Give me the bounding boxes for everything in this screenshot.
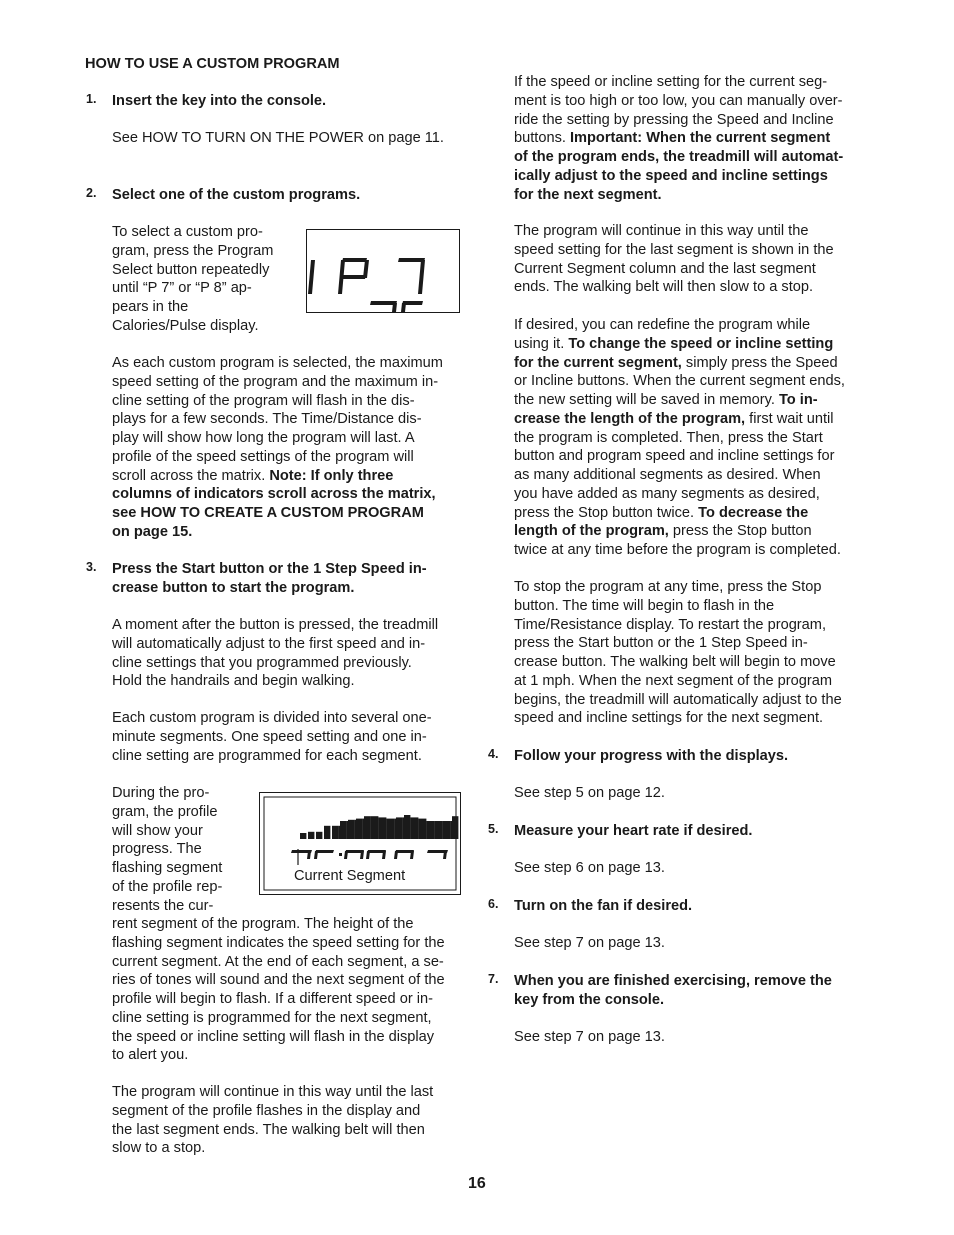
profile-segment-bar [372, 816, 378, 839]
profile-bar-joint [370, 816, 372, 839]
step-3-paragraph-during-wrap: During the pro- gram, the profile will show your progress. The flashing segment of the profile rep- resents the cur- [112, 785, 223, 914]
step-1-number: 1. [86, 92, 97, 106]
profile-bar-joint [450, 821, 452, 839]
step-4-heading: Follow your progress with the displays. [514, 748, 789, 764]
profile-bar-joint [346, 821, 348, 839]
step-6-heading: Turn on the fan if desired. [514, 898, 693, 914]
step-2-paragraph-select: To select a custom pro- gram, press the Program Select button repeatedly until “P 7” or “P 8” ap- pears in the Calories/Pulse display. [112, 224, 274, 334]
profile-segment-bar [388, 819, 394, 839]
step-6-body: See step 7 on page 13. [514, 935, 665, 951]
step-7-heading-line2: key from the console. [514, 992, 665, 1008]
step-3-heading-line1: Press the Start button or the 1 Step Speed in- [112, 561, 427, 577]
profile-bar-joint [434, 821, 436, 839]
step-3-paragraph-continue: The program will continue in this way until the last segment of the profile flashes in the display and the last segment ends. The walking belt will then slow to a stop. [112, 1084, 434, 1157]
profile-segment-bar [452, 816, 458, 839]
profile-segment-bar [300, 833, 306, 839]
step-3-paragraph-moment: A moment after the button is pressed, the treadmill will automatically adjust to the first speed and in- cline settings that you programmed previously. Hold the handrails and begin walking. [112, 617, 439, 690]
profile-segment-bar [404, 815, 410, 839]
profile-segment-bar [348, 820, 354, 839]
step-7-body: See step 7 on page 13. [514, 1029, 665, 1045]
step-5-heading: Measure your heart rate if desired. [514, 823, 753, 839]
page-number: 16 [468, 1175, 486, 1192]
profile-segment-bar [356, 819, 362, 839]
profile-bar-joint [426, 821, 428, 839]
profile-segment-bar [332, 826, 338, 839]
step-3-paragraph-during-cont: rent segment of the program. The height of the flashing segment indicates the speed setting for the current segment. At the end of each segment, a se- ries of tones will sound and the next segment of the profile will begin to flash. If a different speed or in- cline setting is programmed for the next segment, the speed or incline setting will flash in the display to alert you. [112, 916, 445, 1064]
profile-segment-bar [436, 821, 442, 839]
step-2-heading: Select one of the custom programs. [112, 187, 361, 203]
profile-bar-joint [402, 817, 404, 839]
profile-segment-bar [308, 832, 314, 839]
step-3-heading-line2: crease button to start the program. [112, 580, 355, 596]
profile-segment-bar [412, 817, 418, 839]
right-paragraph-redefine: If desired, you can redefine the program while using it. To change the speed or incline setting for the current segment, simply press the Speed or Incline buttons. When the current segment ends, the new setting will be saved in memory. To in- crease the length of the program, first wait until the program is completed. Then, press the Start button and program speed and incline settings for as many additional segments as desired. When you have added as many segments as desired, press the Stop button twice. To decrease the length of the program, press the Stop button twice at any time before the program is completed. [514, 317, 845, 558]
lcd-segment-digits [291, 850, 448, 859]
lcd-readout-graphic [307, 230, 459, 312]
step-6-number: 6. [488, 897, 499, 911]
step-7-heading-line1: When you are finished exercising, remove the [514, 973, 832, 989]
step-1-body: See HOW TO TURN ON THE POWER on page 11. [112, 130, 444, 146]
step-5-body: See step 6 on page 13. [514, 860, 665, 876]
right-paragraph-override: If the speed or incline setting for the current seg- ment is too high or too low, you can manually over- ride the setting by pressing the Speed and Incline buttons. Important: When the current segment of the program ends, the treadmill will automat- ically adjust to the speed and incline settings for the next segment. [514, 74, 844, 203]
right-paragraph-continue: The program will continue in this way until the speed setting for the last segment is shown in the Current Segment column and the last segment ends. The walking belt will then slow to a stop. [514, 223, 834, 296]
right-paragraph-stop: To stop the program at any time, press the Stop button. The time will begin to flash in the Time/Resistance display. To restart the program, press the Start button or the 1 Step Speed in- crease button. The walking belt will begin to move at 1 mph. When the next segment of the program begins, the treadmill will automatically adjust to the speed and incline settings for the next segment. [514, 579, 842, 727]
step-1-heading: Insert the key into the console. [112, 93, 327, 109]
profile-segment-bar [324, 826, 330, 839]
step-4-number: 4. [488, 747, 499, 761]
profile-segment-bar [428, 821, 434, 839]
profile-bar-joint [410, 817, 412, 839]
profile-segment-bar [420, 819, 426, 839]
profile-segment-bar [444, 821, 450, 839]
current-segment-caption: Current Segment [294, 868, 406, 884]
profile-segment-bar [316, 832, 322, 839]
step-4-body: See step 5 on page 12. [514, 785, 665, 801]
profile-bar-joint [386, 819, 388, 839]
step-2-paragraph-maximum: As each custom program is selected, the maximum speed setting of the program and the maximum in- cline setting of the program will flash in the dis- plays for a few seconds. The Time/Distance dis- play will show how long the program will last. A profile of the speed settings of the program will scroll across the matrix. Note: If only three columns of indicators scroll across the matrix, see HOW TO CREATE A CUSTOM PROGRAM on page 15. [112, 355, 443, 540]
profile-segment-bar [396, 817, 402, 839]
profile-bar-joint [378, 817, 380, 839]
profile-display [259, 792, 461, 895]
profile-bar-joint [354, 820, 356, 839]
profile-bar-joint [418, 819, 420, 839]
calories-pulse-display [306, 229, 460, 313]
profile-segment-bar [380, 817, 386, 839]
page-title: HOW TO USE A CUSTOM PROGRAM [85, 56, 340, 72]
profile-segment-bar [340, 821, 346, 839]
profile-bar-joint [394, 819, 396, 839]
profile-bar-joint [362, 819, 364, 839]
profile-segment-bar [364, 816, 370, 839]
step-2-number: 2. [86, 186, 97, 200]
step-5-number: 5. [488, 822, 499, 836]
profile-bar-joint [442, 821, 444, 839]
step-7-number: 7. [488, 972, 499, 986]
step-3-number: 3. [86, 560, 97, 574]
step-3-paragraph-segments: Each custom program is divided into several one- minute segments. One speed setting and one in- cline setting are programmed for each segment. [112, 710, 432, 764]
profile-bar-joint [338, 826, 340, 839]
